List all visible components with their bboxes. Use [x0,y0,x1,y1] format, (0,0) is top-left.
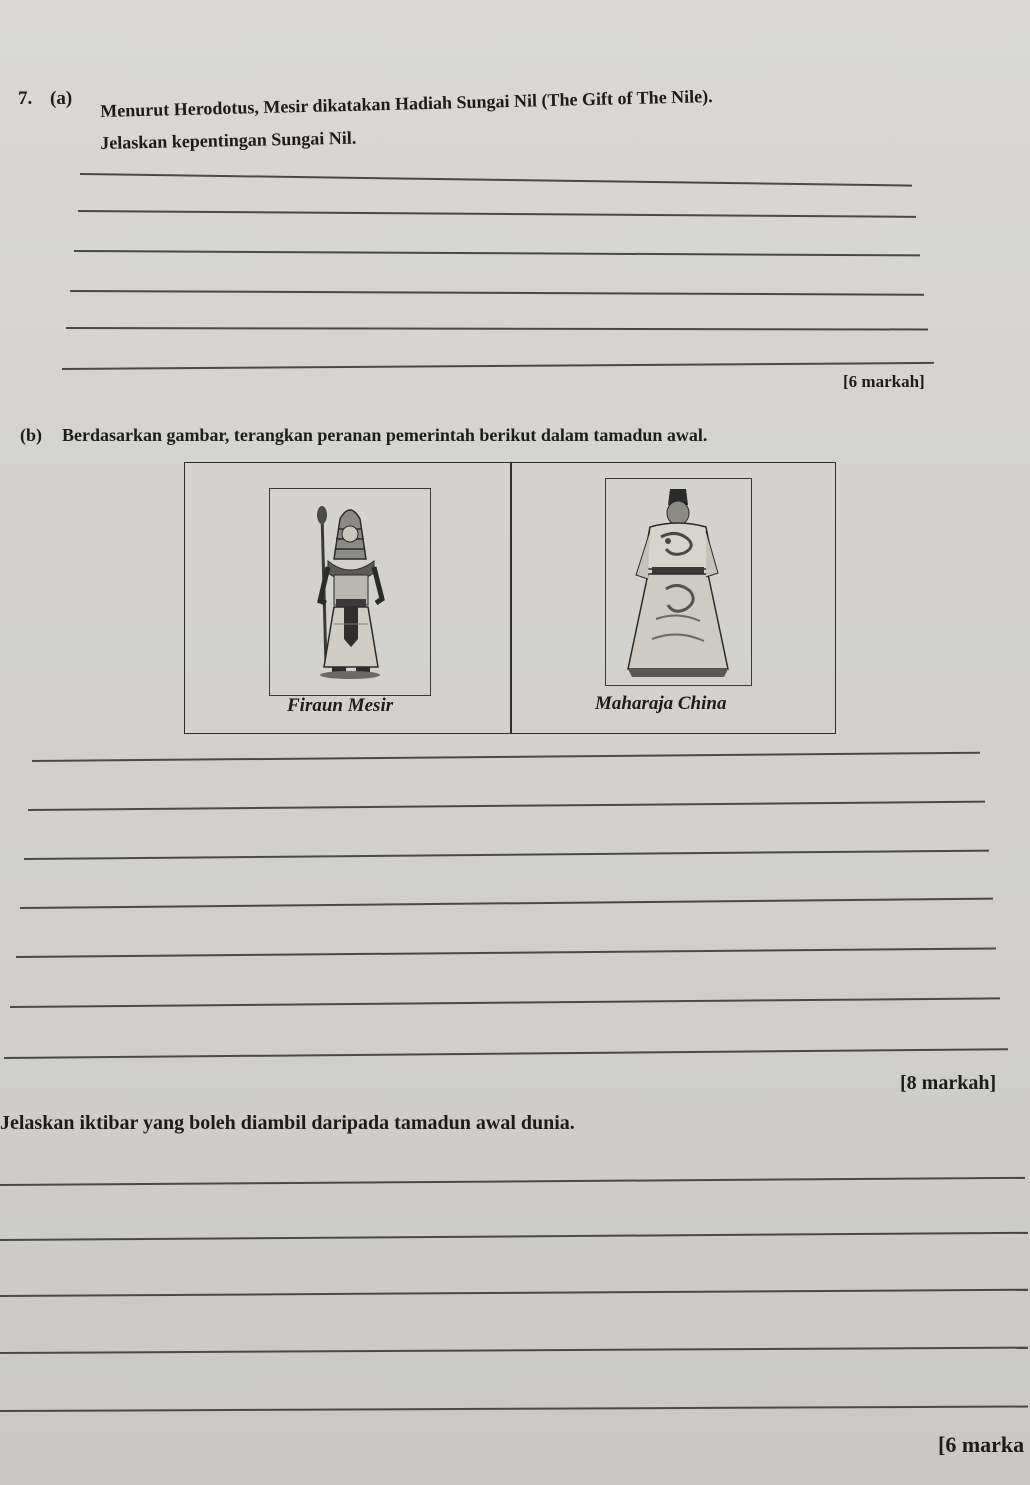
answer-line[interactable] [0,1289,1028,1297]
answer-line[interactable] [70,290,924,295]
answer-line[interactable] [32,752,980,762]
answer-line[interactable] [0,1177,1025,1186]
question-number: 7. [18,88,33,109]
answer-line[interactable] [16,947,996,957]
answer-line[interactable] [74,250,920,256]
answer-line[interactable] [80,173,912,186]
pharaoh-frame [269,488,431,696]
chinese-emperor-figure-icon [606,479,751,685]
answer-line[interactable] [24,850,989,860]
emperor-frame [605,478,752,686]
figure-right-caption: Maharaja China [595,693,727,714]
answer-line[interactable] [4,1048,1008,1058]
answer-line[interactable] [78,210,916,217]
part-b-question: Berdasarkan gambar, terangkan peranan pemerintah berikut dalam tamadun awal. [62,425,708,445]
pharaoh-figure-icon [270,489,430,695]
part-b-label: (b) [20,425,42,445]
answer-line[interactable] [66,327,928,330]
figure-divider [510,463,512,733]
part-a-label: (a) [50,88,73,109]
part-b-marks: [8 markah] [900,1072,997,1094]
part-a-question-line2: Jelaskan kepentingan Sungai Nil. [100,127,357,153]
answer-line[interactable] [20,898,993,909]
figure-left-caption: Firaun Mesir [287,695,394,716]
answer-line[interactable] [62,362,934,370]
answer-line[interactable] [0,1347,1028,1354]
answer-line[interactable] [0,1406,1028,1412]
part-c-question: Jelaskan iktibar yang boleh diambil daripada tamadun awal dunia. [0,1112,575,1134]
answer-line[interactable] [10,997,1000,1007]
part-c-marks: [6 marka [938,1432,1025,1457]
part-a-marks: [6 markah] [843,372,925,391]
answer-line[interactable] [0,1232,1028,1241]
figure-panel [184,462,836,734]
part-a-question-line1: Menurut Herodotus, Mesir dikatakan Hadiah Sungai Nil (The Gift of The Nile). [100,86,713,121]
answer-line[interactable] [28,801,985,811]
